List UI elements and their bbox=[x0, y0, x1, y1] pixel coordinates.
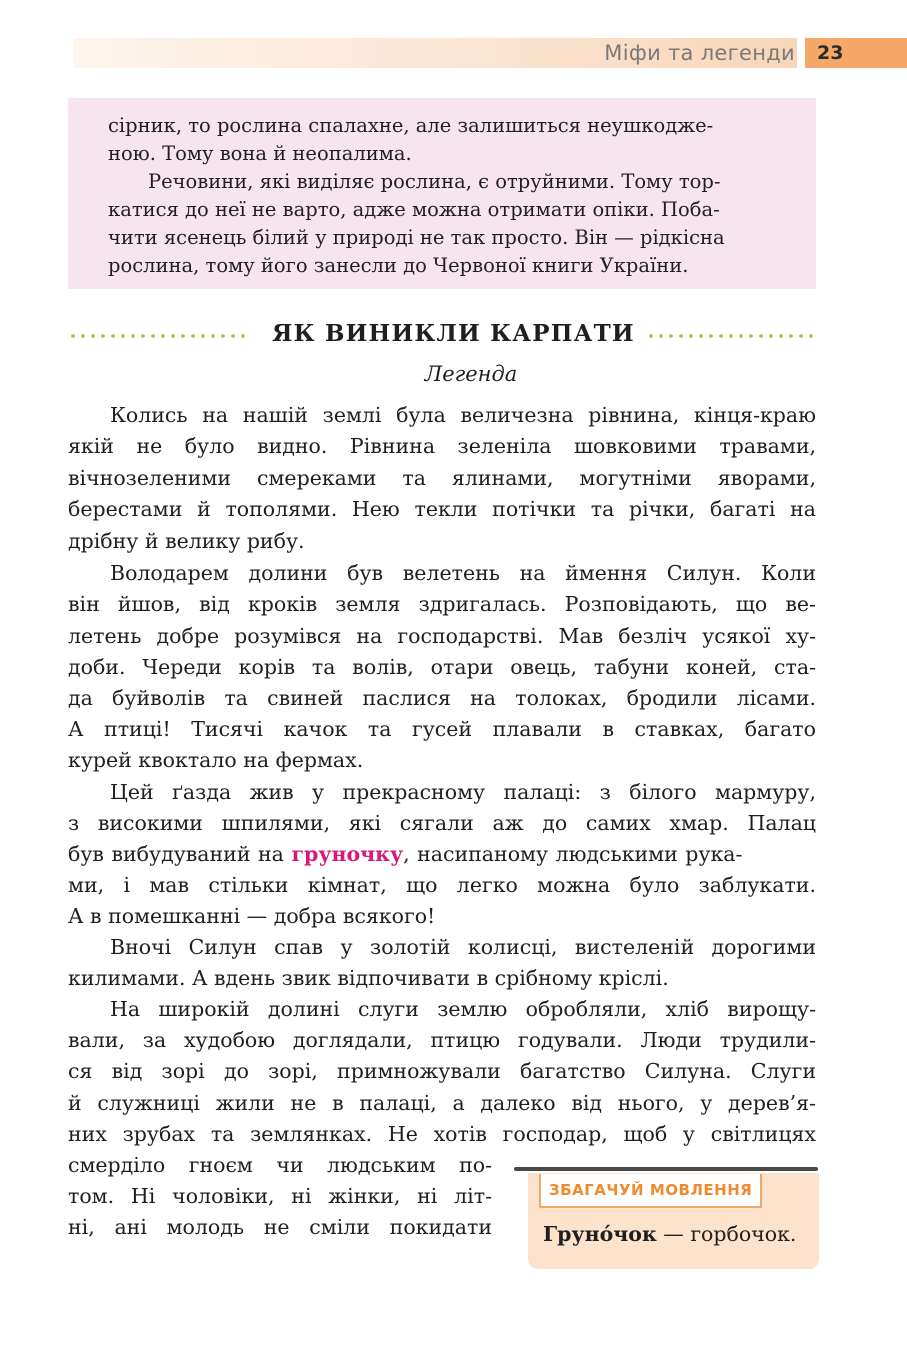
info-line: катися до неї не варто, адже можна отримати опіки. Поба- bbox=[108, 198, 720, 221]
text-line: А птиці! Тисячі качок та гусей плавали в ставках, багато bbox=[68, 717, 816, 741]
text-line: них зрубах та землянках. Не хотів господар, щоб у світлицях bbox=[68, 1122, 816, 1146]
text-line: Колись на нашій землі була величезна рівнина, кінця-краю bbox=[110, 403, 816, 427]
vocab-term: Груно́чок bbox=[543, 1222, 657, 1246]
page-number: 23 bbox=[805, 38, 907, 68]
text-line: А в помешканні — добра всякого! bbox=[68, 904, 436, 928]
text-line: летень добре розумівся на господарстві. Мав безліч усякої ху- bbox=[68, 624, 816, 648]
text-line: з високими шпилями, які сягали аж до самих хмар. Палац bbox=[68, 811, 816, 835]
text-line: ні, ані молодь не сміли покидати bbox=[68, 1215, 492, 1239]
text-line: смерділо гноєм чи людським по- bbox=[68, 1153, 492, 1177]
text-line: да буйволів та свиней паслися на толоках, бродили лісами. bbox=[68, 686, 816, 710]
text-line: килимами. А вдень звик відпочивати в срібному кріслі. bbox=[68, 966, 669, 990]
vocab-label: ЗБАГАЧУЙ МОВЛЕННЯ bbox=[539, 1174, 762, 1208]
text-line: вічнозеленими смереками та ялинами, могутніми яворами, bbox=[68, 466, 816, 490]
text-line: берестами й тополями. Нею текли потічки та річки, багаті на bbox=[68, 497, 816, 521]
info-line: ною. Тому вона й неопалима. bbox=[108, 142, 412, 165]
text-line: Володарем долини був велетень на ймення Силун. Коли bbox=[110, 561, 816, 585]
text-line: й служниці жили не в палаці, а далеко від нього, у дерев’я- bbox=[68, 1091, 816, 1115]
info-line: чити ясенець білий у природі не так просто. Він — рідкісна bbox=[108, 226, 725, 249]
text-line: він йшов, від кроків земля здригалась. Розповідають, що ве- bbox=[68, 592, 816, 616]
text-line-with-term: був вибудуваний на груночку, насипаному людськими рука- bbox=[68, 842, 743, 866]
text-line: Вночі Силун спав у золотій колисці, вистеленій дорогими bbox=[110, 935, 816, 959]
text-line: ся від зорі до зорі, примножували багатство Силуна. Слуги bbox=[68, 1059, 816, 1083]
text-line: Цей ґазда жив у прекрасному палаці: з білого мармуру, bbox=[110, 780, 816, 804]
text-line: доби. Череди корів та волів, отари овець, табуни коней, ста- bbox=[68, 655, 816, 679]
running-header-title: Міфи та легенди bbox=[604, 41, 795, 65]
text-line: якій не було видно. Рівнина зеленіла шовковими травами, bbox=[68, 434, 816, 458]
highlighted-term: груночку bbox=[291, 842, 404, 866]
vocab-rule bbox=[514, 1167, 818, 1171]
vocab-definition: Груно́чок — горбочок. bbox=[543, 1222, 797, 1246]
section-subtitle: Легенда bbox=[424, 362, 518, 386]
text-line: вали, за худобою доглядали, птицю годували. Люди трудили- bbox=[68, 1028, 816, 1052]
info-line: Речовини, які виділяє рослина, є отруйними. Тому тор- bbox=[148, 170, 721, 193]
text-line: том. Ні чоловіки, ні жінки, ні літ- bbox=[68, 1184, 492, 1208]
text-line: дрібну й велику рибу. bbox=[68, 529, 305, 553]
text-line: На широкій долині слуги землю обробляли, хліб вирощу- bbox=[110, 997, 816, 1021]
info-line: сірник, то рослина спалахне, але залишиться неушкодже- bbox=[108, 114, 714, 137]
section-title: ЯК ВИНИКЛИ КАРПАТИ bbox=[0, 320, 907, 347]
text-line: ми, і мав стільки кімнат, що легко можна було заблукати. bbox=[68, 873, 816, 897]
text-line: курей квоктало на фермах. bbox=[68, 748, 364, 772]
info-box bbox=[68, 98, 816, 289]
info-line: рослина, тому його занесли до Червоної книги України. bbox=[108, 254, 689, 277]
